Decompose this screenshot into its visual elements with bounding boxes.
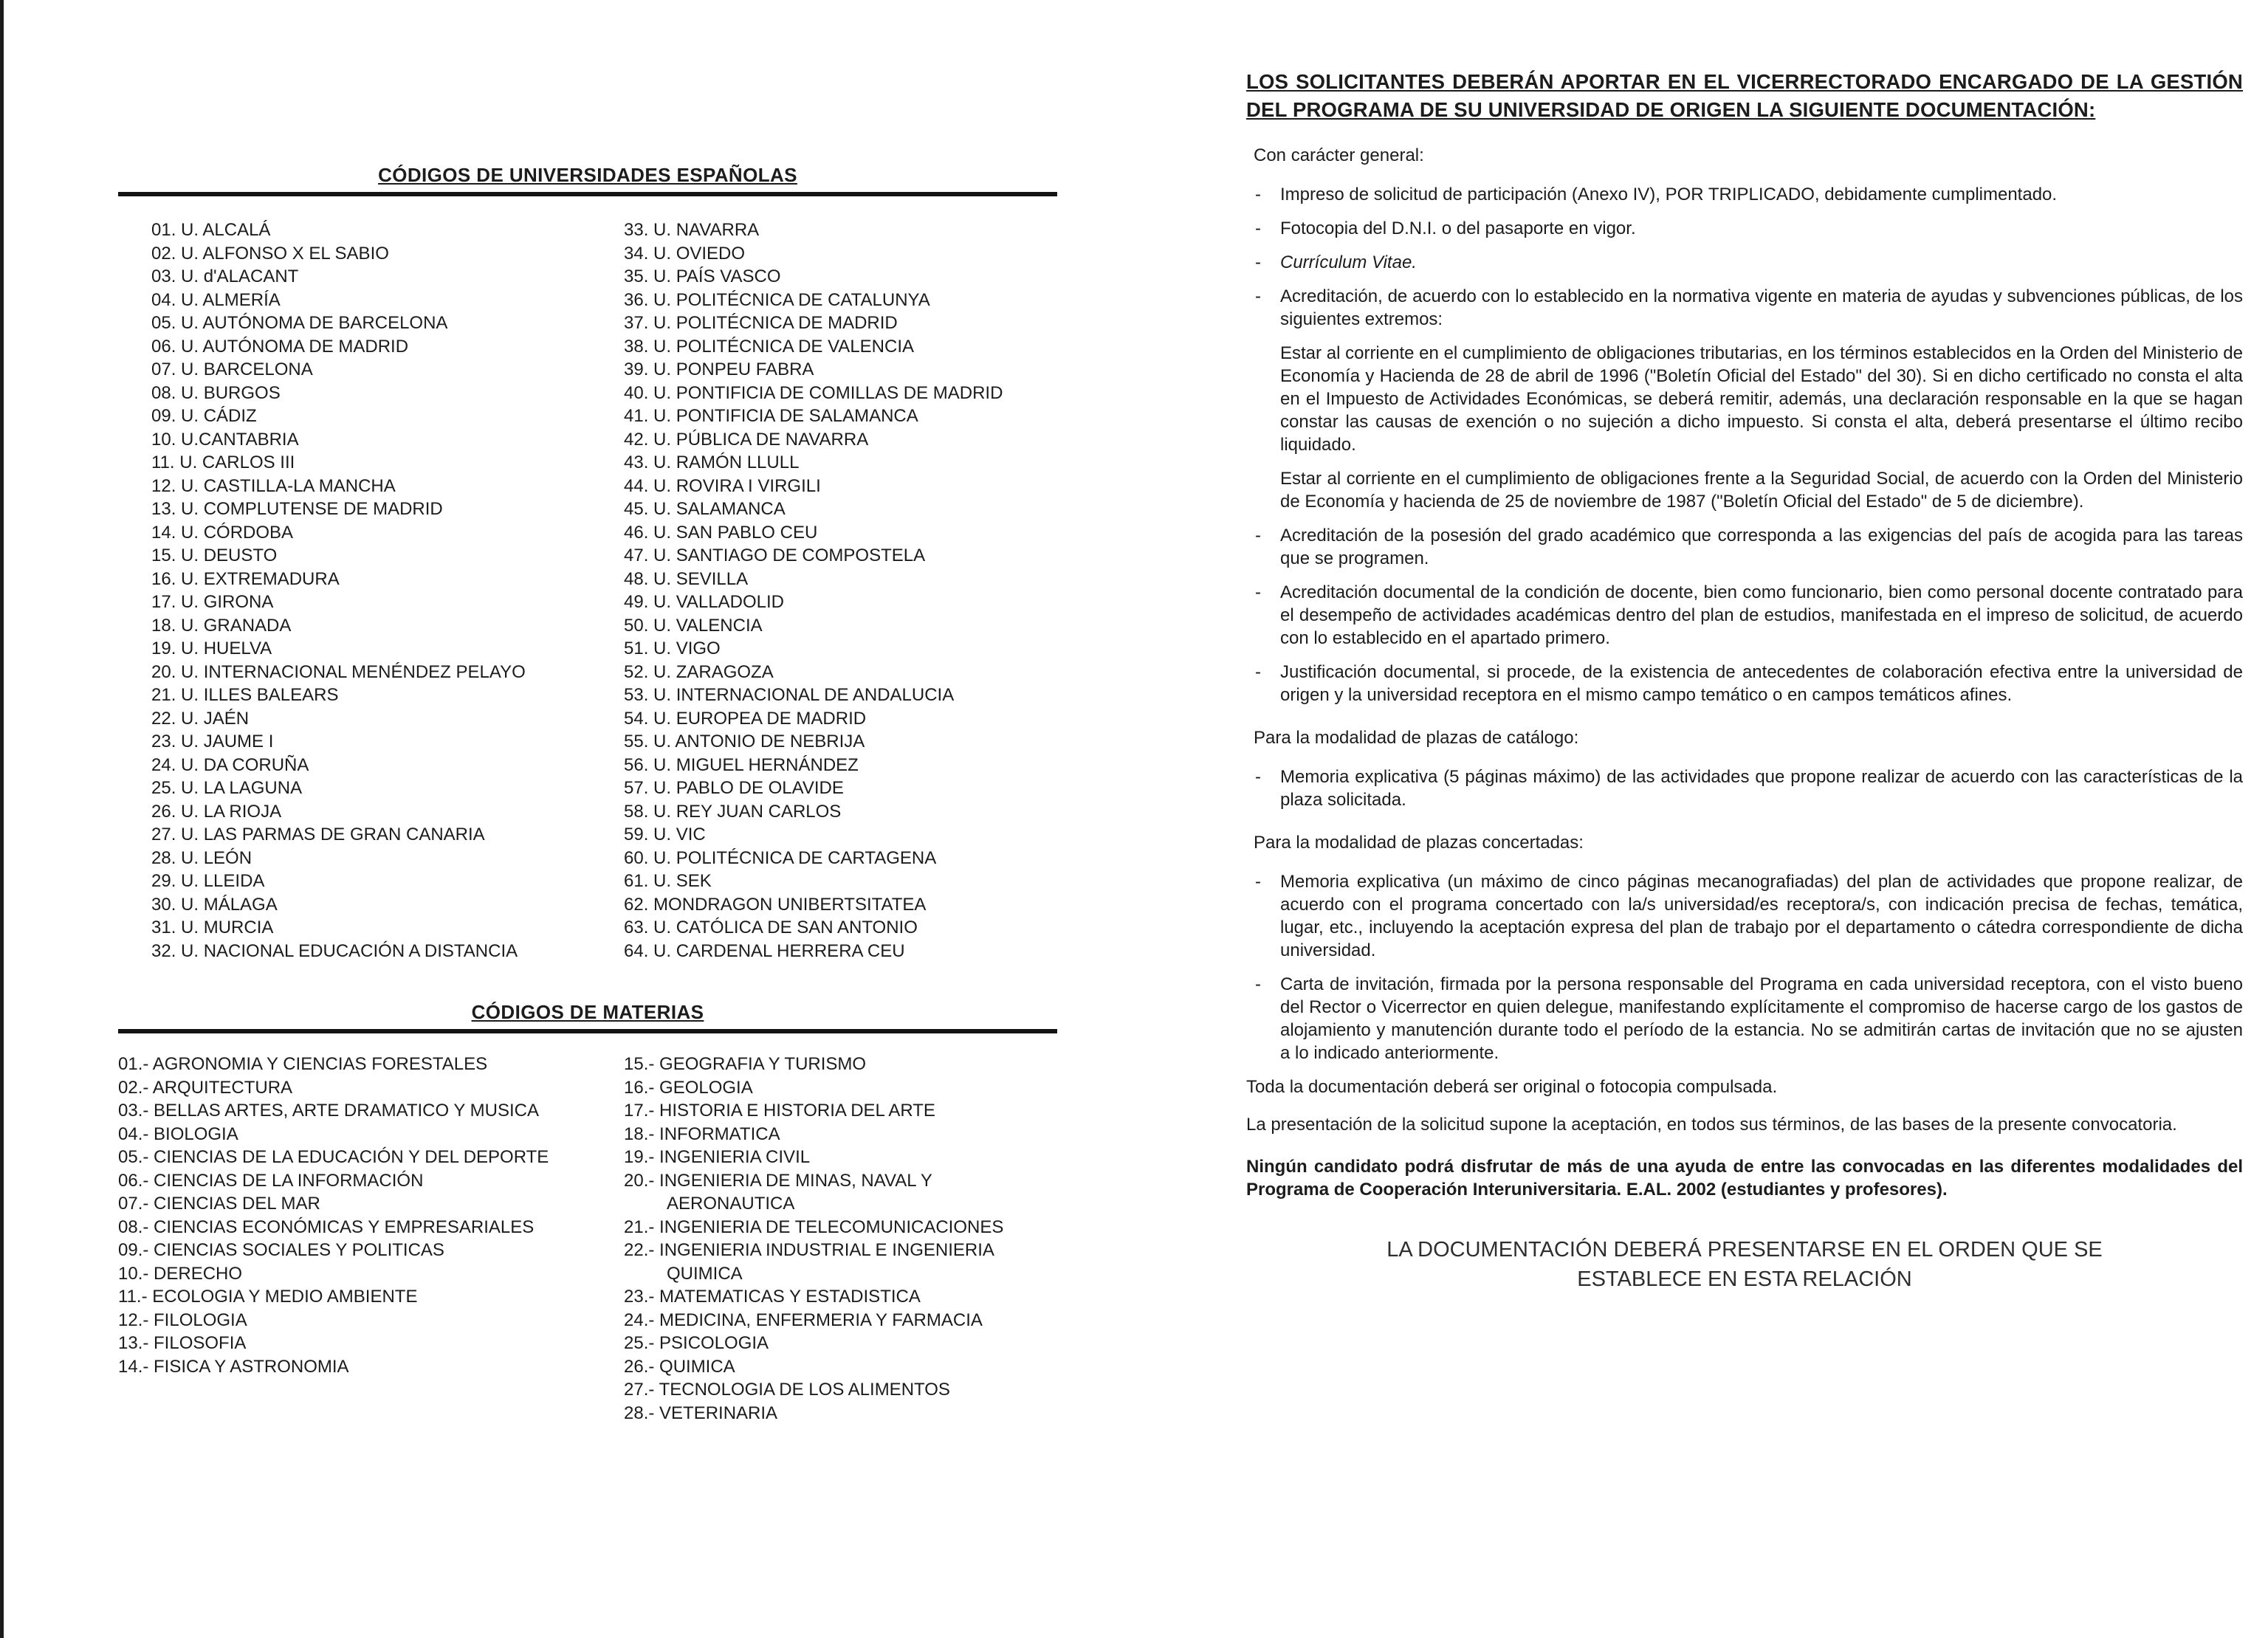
code-list-item: 20. U. INTERNACIONAL MENÉNDEZ PELAYO [151, 661, 526, 682]
code-list-item: 16.- GEOLOGIA [624, 1077, 753, 1098]
closing-statement: LA DOCUMENTACIÓN DEBERÁ PRESENTARSE EN EL ORDEN QUE SE ESTABLECE EN ESTA RELACIÓN [1386, 1238, 2103, 1291]
code-list-item: 63. U. CATÓLICA DE SAN ANTONIO [624, 918, 918, 937]
code-list-item: 60. U. POLITÉCNICA DE CARTAGENA [624, 847, 937, 868]
code-list-item: 64. U. CARDENAL HERRERA CEU [624, 940, 905, 961]
universities-section-title: CÓDIGOS DE UNIVERSIDADES ESPAÑOLAS [378, 164, 797, 186]
code-list-item: 29. U. LLEIDA [151, 871, 265, 891]
code-list-item: 36. U. POLITÉCNICA DE CATALUNYA [624, 289, 930, 310]
materias-column-2 [624, 1053, 1057, 1425]
code-list-item: 43. U. RAMÓN LLULL [624, 452, 800, 472]
universities-list [118, 218, 1057, 963]
bullet-dash: - [1255, 252, 1261, 272]
materias-section-title: CÓDIGOS DE MATERIAS [471, 1001, 704, 1023]
code-list-item: 59. U. VIC [624, 825, 706, 844]
code-list-item: 03. U. d'ALACANT [151, 266, 299, 286]
code-list-item: 28. U. LEÓN [151, 847, 252, 868]
code-list-item: 13. U. COMPLUTENSE DE MADRID [151, 499, 443, 519]
sub-paragraph: Estar al corriente en el cumplimiento de obligaciones tributarias, en los términos establecidos en la Orden del Ministerio de Economía y Hacienda de 28 de abril de 1996 ("Boletín Oficial del Estado" del 30). Si en dicho certificado no consta el alta en el Impuesto de Actividades Económicas, se deberá remitir, además, una declaración responsable en la que se hagan constar las causas de exención o no sujeción a dicho impuesto. Si consta el alta, deberá presentarse el último recibo liquidado. [1280, 343, 2243, 455]
code-list-item: 24.- MEDICINA, ENFERMERIA Y FARMACIA [624, 1310, 983, 1330]
code-list-item: 31. U. MURCIA [151, 918, 274, 937]
code-list-item: 18.- INFORMATICA [624, 1123, 780, 1144]
code-list-item: 26. U. LA RIOJA [151, 801, 282, 822]
bullet-item [1246, 973, 2243, 1064]
code-list-item: 04.- BIOLOGIA [118, 1123, 238, 1144]
bullet-text: Acreditación, de acuerdo con lo establecido en la normativa vigente en materia de ayudas y subvenciones públicas, de los siguientes extremos: [1280, 286, 2243, 329]
code-list-item: 40. U. PONTIFICIA DE COMILLAS DE MADRID [624, 382, 1003, 403]
code-list-item: 45. U. SALAMANCA [624, 499, 786, 519]
code-list-item: 23. U. JAUME I [151, 732, 274, 751]
bullet-item [1246, 661, 2243, 706]
code-list-item: 33. U. NAVARRA [624, 220, 760, 240]
sub-paragraph: Estar al corriente en el cumplimiento de obligaciones frente a la Seguridad Social, de acuerdo con la Orden del Ministerio de Economía y hacienda de 25 de noviembre de 1987 ("Boletín Oficial del Estado" de 5 de diciembre). [1280, 469, 2243, 512]
code-list-item: 27.- TECNOLOGIA DE LOS ALIMENTOS [624, 1380, 950, 1400]
footer-paragraph-original: Toda la documentación deberá ser original o fotocopia compulsada. [1246, 1077, 1778, 1097]
concertadas-heading: Para la modalidad de plazas concertadas: [1254, 833, 1584, 853]
general-heading: Con carácter general: [1254, 145, 1424, 165]
bullet-item [1246, 524, 2243, 570]
code-list-item: 06. U. AUTÓNOMA DE MADRID [151, 336, 409, 357]
documentation-page [1246, 68, 2243, 1294]
code-list-item: 61. U. SEK [624, 871, 712, 891]
catalogo-heading: Para la modalidad de plazas de catálogo: [1254, 728, 1579, 748]
code-list-item: 15.- GEOGRAFIA Y TURISMO [624, 1054, 867, 1074]
code-list-item: 25. U. LA LAGUNA [151, 778, 303, 798]
code-list-item: 19.- INGENIERIA CIVIL [624, 1147, 811, 1167]
bullet-text: Memoria explicativa (5 páginas máximo) de las actividades que propone realizar de acuerdo con las características de la plaza solicitada. [1280, 767, 2243, 810]
scan-edge-line [0, 0, 4, 1638]
bullet-dash: - [1255, 582, 1261, 602]
bullet-item [1246, 581, 2243, 650]
code-list-item: 10. U.CANTABRIA [151, 429, 299, 450]
code-list-item: 46. U. SAN PABLO CEU [624, 522, 818, 543]
code-list-item: 07.- CIENCIAS DEL MAR [118, 1194, 320, 1214]
code-list-item: 62. MONDRAGON UNIBERTSITATEA [624, 894, 927, 915]
code-list-item: 07. U. BARCELONA [151, 359, 313, 379]
code-list-item: 50. U. VALENCIA [624, 615, 763, 636]
code-list-item: 01.- AGRONOMIA Y CIENCIAS FORESTALES [118, 1054, 488, 1074]
code-list-item: 09.- CIENCIAS SOCIALES Y POLITICAS [118, 1240, 444, 1260]
code-list-item: 58. U. REY JUAN CARLOS [624, 801, 842, 822]
concertadas-items-list [1246, 870, 2243, 1064]
bullet-item [1246, 870, 2243, 962]
bullet-text: Justificación documental, si procede, de la existencia de antecedentes de colaboración efectiva entre la universidad de origen y la universidad receptora en el mismo campo temático o en campos temáticos afines. [1280, 662, 2243, 705]
code-list-item: 49. U. VALLADOLID [624, 592, 784, 612]
materias-section [118, 1001, 1057, 1425]
code-list-item: 25.- PSICOLOGIA [624, 1333, 769, 1353]
code-list-item: 09. U. CÁDIZ [151, 406, 257, 426]
materias-list [118, 1053, 1057, 1425]
code-list-item: 12.- FILOLOGIA [118, 1310, 247, 1330]
code-list-item: 22. U. JAÉN [151, 708, 250, 729]
code-list-item: 11.- ECOLOGIA Y MEDIO AMBIENTE [118, 1287, 418, 1307]
code-list-item: 11. U. CARLOS III [151, 452, 295, 472]
code-list-item: 55. U. ANTONIO DE NEBRIJA [624, 732, 865, 751]
code-list-item: 54. U. EUROPEA DE MADRID [624, 708, 867, 729]
code-list-item: 17.- HISTORIA E HISTORIA DEL ARTE [624, 1101, 935, 1121]
bullet-dash: - [1255, 662, 1261, 682]
code-list-item: 02. U. ALFONSO X EL SABIO [151, 243, 389, 264]
code-list-item: 41. U. PONTIFICIA DE SALAMANCA [624, 406, 918, 426]
bold-note-paragraph: Ningún candidato podrá disfrutar de más de una ayuda de entre las convocadas en las diferentes modalidades del Programa de Cooperación Interuniversitaria. E.AL. 2002 (estudiantes y profesores). [1246, 1157, 2243, 1200]
universities-column-1 [151, 218, 624, 963]
footer-paragraph-acceptance: La presentación de la solicitud supone la aceptación, en todos sus términos, de las bases de la presente convocatoria. [1246, 1115, 2177, 1135]
code-list-item: 15. U. DEUSTO [151, 546, 278, 565]
code-list-item: 19. U. HUELVA [151, 639, 272, 658]
code-list-item: 24. U. DA CORUÑA [151, 754, 309, 775]
code-list-item: 10.- DERECHO [118, 1263, 243, 1284]
code-list-item: 26.- QUIMICA [624, 1356, 735, 1377]
code-list-item: 18. U. GRANADA [151, 615, 292, 636]
bullet-dash: - [1255, 185, 1261, 204]
code-list-item: 35. U. PAÍS VASCO [624, 266, 781, 286]
bullet-text: Acreditación documental de la condición de docente, bien como funcionario, bien como personal docente contratado para el desempeño de actividades académicas dentro del plan de estudios, manifestada en el impreso de solicitud, de acuerdo con lo establecido en el apartado primero. [1280, 582, 2243, 648]
bullet-item [1246, 217, 2243, 240]
code-list-item: 32. U. NACIONAL EDUCACIÓN A DISTANCIA [151, 940, 518, 961]
bullet-dash: - [1255, 974, 1261, 994]
universities-title-rule [118, 192, 1057, 196]
code-list-item: 12. U. CASTILLA-LA MANCHA [151, 475, 396, 496]
code-list-item: 04. U. ALMERÍA [151, 289, 281, 310]
bullet-text: Fotocopia del D.N.I. o del pasaporte en vigor. [1280, 218, 1636, 238]
code-list-item: 06.- CIENCIAS DE LA INFORMACIÓN [118, 1170, 424, 1191]
bullet-text: Currículum Vitae. [1280, 252, 1417, 272]
bullet-item [1246, 285, 2243, 331]
documentation-title: LOS SOLICITANTES DEBERÁN APORTAR EN EL VICERRECTORADO ENCARGADO DE LA GESTIÓN DEL PROGRAMA DE SU UNIVERSIDAD DE ORIGEN LA SIGUIENTE DOCUMENTACIÓN: [1246, 70, 2243, 121]
bullet-text: Carta de invitación, firmada por la persona responsable del Programa en cada universidad receptora, con el visto bueno del Rector o Vicerrector en quien delegue, manifestando explícitamente el compromiso de hacerse cargo de los gastos de alojamiento y manutención durante todo el período de la estancia. No se admitirán cartas de invitación que no se ajusten a lo indicado anteriormente. [1280, 974, 2243, 1063]
code-list-item: 51. U. VIGO [624, 639, 721, 658]
bullet-dash: - [1255, 286, 1261, 306]
code-list-item: 05.- CIENCIAS DE LA EDUCACIÓN Y DEL DEPORTE [118, 1147, 549, 1167]
code-list-item: 22.- INGENIERIA INDUSTRIAL E INGENIERIA QUIMICA [624, 1240, 994, 1284]
universities-column-2 [624, 218, 1057, 963]
bullet-text: Acreditación de la posesión del grado académico que corresponda a las exigencias del país de acogida para las tareas que se programen. [1280, 526, 2243, 568]
bullet-item [1246, 251, 2243, 274]
code-list-item: 42. U. PÚBLICA DE NAVARRA [624, 429, 869, 450]
code-list-item: 47. U. SANTIAGO DE COMPOSTELA [624, 546, 926, 565]
code-list-item: 30. U. MÁLAGA [151, 894, 278, 915]
general-items-list [1246, 183, 2243, 706]
code-list-item: 01. U. ALCALÁ [151, 220, 271, 240]
code-list-item: 38. U. POLITÉCNICA DE VALENCIA [624, 336, 915, 357]
materias-title-rule [118, 1029, 1057, 1033]
code-list-item: 52. U. ZARAGOZA [624, 661, 774, 682]
bullet-dash: - [1255, 218, 1261, 238]
code-list-item: 17. U. GIRONA [151, 592, 274, 612]
bullet-dash: - [1255, 767, 1261, 787]
code-list-item: 56. U. MIGUEL HERNÁNDEZ [624, 754, 859, 775]
code-list-item: 14. U. CÓRDOBA [151, 522, 294, 543]
code-list-item: 37. U. POLITÉCNICA DE MADRID [624, 313, 898, 333]
codes-page [118, 164, 1057, 1425]
code-list-item: 20.- INGENIERIA DE MINAS, NAVAL Y AERONAUTICA [624, 1170, 932, 1214]
code-list-item: 21. U. ILLES BALEARS [151, 685, 339, 705]
code-list-item: 57. U. PABLO DE OLAVIDE [624, 778, 844, 798]
code-list-item: 34. U. OVIEDO [624, 243, 746, 264]
bullet-item [1246, 183, 2243, 206]
bullet-dash: - [1255, 872, 1261, 892]
bullet-text: Impreso de solicitud de participación (Anexo IV), POR TRIPLICADO, debidamente cumplimentado. [1280, 185, 2058, 204]
code-list-item: 13.- FILOSOFIA [118, 1333, 247, 1353]
bullet-dash: - [1255, 526, 1261, 546]
code-list-item: 39. U. PONPEU FABRA [624, 359, 814, 379]
code-list-item: 14.- FISICA Y ASTRONOMIA [118, 1356, 349, 1377]
code-list-item: 23.- MATEMATICAS Y ESTADISTICA [624, 1287, 921, 1307]
code-list-item: 28.- VETERINARIA [624, 1403, 778, 1423]
code-list-item: 05. U. AUTÓNOMA DE BARCELONA [151, 313, 448, 333]
code-list-item: 53. U. INTERNACIONAL DE ANDALUCIA [624, 685, 955, 705]
materias-column-1 [118, 1053, 624, 1378]
code-list-item: 08.- CIENCIAS ECONÓMICAS Y EMPRESARIALES [118, 1217, 535, 1237]
code-list-item: 08. U. BURGOS [151, 382, 281, 403]
catalogo-items-list [1246, 765, 2243, 811]
code-list-item: 02.- ARQUITECTURA [118, 1077, 293, 1098]
code-list-item: 16. U. EXTREMADURA [151, 568, 340, 589]
bullet-text: Memoria explicativa (un máximo de cinco páginas mecanografiadas) del plan de actividades que propone realizar, de acuerdo con el programa concertado con la/s universidad/es receptora/s, con indicación precisa de fechas, temática, lugar, etc., incluyendo la aceptación expresa del plan de trabajo por el departamento o cátedra correspondiente de dicha universidad. [1280, 872, 2243, 960]
code-list-item: 44. U. ROVIRA I VIRGILI [624, 475, 821, 496]
bullet-item [1246, 765, 2243, 811]
code-list-item: 03.- BELLAS ARTES, ARTE DRAMATICO Y MUSICA [118, 1101, 539, 1121]
code-list-item: 27. U. LAS PARMAS DE GRAN CANARIA [151, 825, 485, 844]
code-list-item: 21.- INGENIERIA DE TELECOMUNICACIONES [624, 1217, 1004, 1237]
code-list-item: 48. U. SEVILLA [624, 568, 749, 589]
